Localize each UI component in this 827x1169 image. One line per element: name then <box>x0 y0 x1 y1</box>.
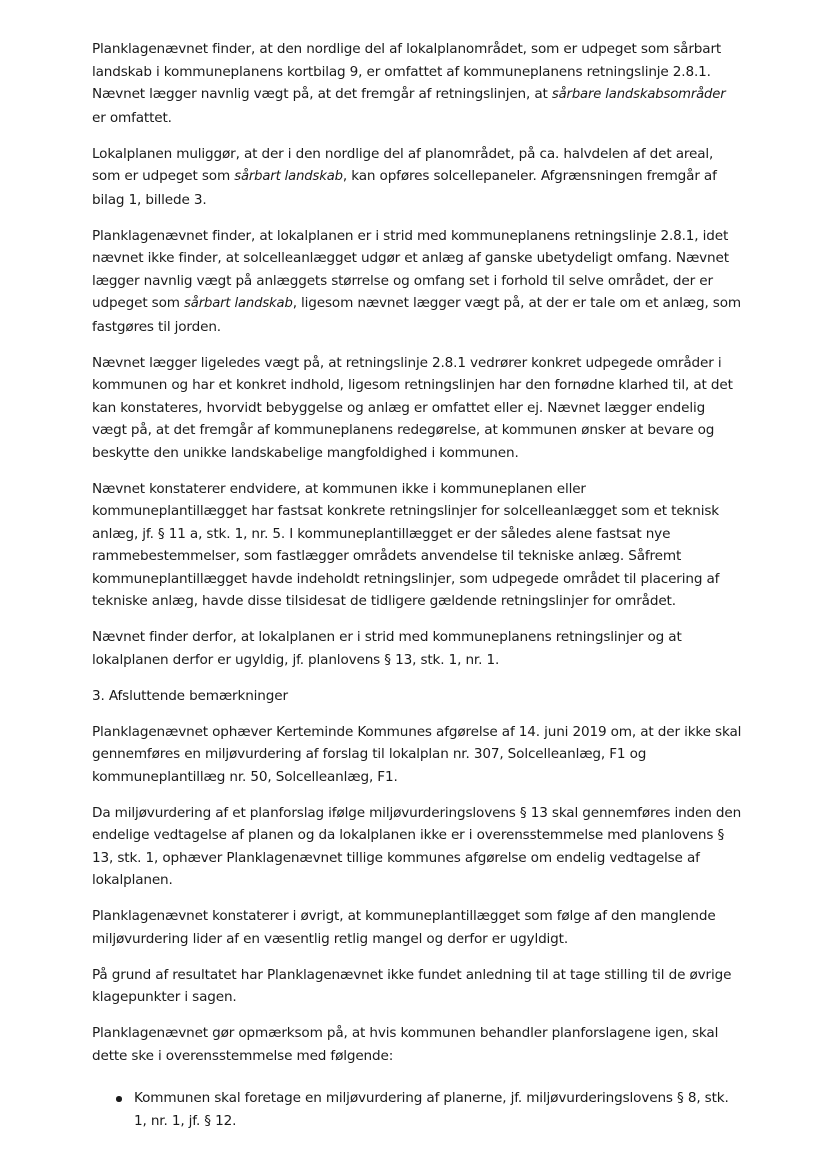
section-heading <box>92 685 742 708</box>
paragraph-text: Planklagenævnet ophæver Kerteminde Kommunes afgørelse af 14. juni 2019 om, at der ikke skal gennemføres en miljøvurdering af forslag til lokalplan nr. 307, Solcelleanlæg, F1 og kommuneplantillæg nr. 50, Solcelleanlæg, F1. <box>92 723 742 785</box>
paragraph <box>92 905 742 950</box>
bullet-list <box>92 1087 742 1132</box>
paragraph-text: er omfattet. <box>92 109 172 126</box>
paragraph <box>92 964 742 1009</box>
paragraph <box>92 1022 742 1067</box>
paragraph-text: Planklagenævnet konstaterer i øvrigt, at kommuneplantillægget som følge af den manglende miljøvurdering lider af en væsentlig retlig mangel og derfor er ugyldigt. <box>92 908 716 947</box>
paragraph-text: Planklagenævnet finder, at den nordlige del af lokalplanområdet, som er udpeget som sårbart landskab i kommuneplanens kortbilag 9, er omfattet af kommuneplanens retningslinje 2.8.1. Nævnet lægger navnlig vægt på, at det fremgår af retningslinjen, at <box>92 41 722 102</box>
paragraph <box>92 626 742 671</box>
paragraph <box>92 721 742 789</box>
italic-term: sårbart landskab <box>184 296 293 311</box>
paragraph <box>92 143 742 212</box>
bullet-dot-icon <box>116 1096 122 1102</box>
paragraph-text: , ligesom nævnet lægger vægt på, at der er tale om et anlæg, som fastgøres til jorden. <box>92 295 741 335</box>
italic-term: sårbare landskabsområder <box>551 87 726 102</box>
paragraph-text: Planklagenævnet finder, at lokalplanen er i strid med kommuneplanens retningslinje 2.8.1, idet nævnet ikke finder, at solcelleanlægget udgør et anlæg af ganske ubetydeligt omfang. Nævnet lægger navnlig vægt på anlæggets størrelse og omfang set i forhold til selve området, der er udpeget som <box>92 227 729 311</box>
paragraph <box>92 352 742 465</box>
paragraph-text: , kan opføres solcellepaneler. Afgrænsningen fremgår af bilag 1, billede 3. <box>92 168 717 208</box>
paragraph-text: Lokalplanen muliggør, at der i den nordlige del af planområdet, på ca. halvdelen af det areal, som er udpeget som <box>92 145 714 184</box>
document-page <box>92 38 742 1132</box>
paragraph-text: Nævnet konstaterer endvidere, at kommunen ikke i kommuneplanen eller kommuneplantillægget har fastsat konkrete retningslinjer for solcelleanlægget som et teknisk anlæg, jf. § 11 a, stk. 1, nr. 5. I kommuneplantillægget er der således alene fastsat nye rammebestemmelser, som fastlægger områdets anvendelse til tekniske anlæg. Såfremt kommuneplantillægget havde indeholdt retningslinjer, som udpegede området til placering af tekniske anlæg, havde disse tilsidesat de tidligere gældende retningslinjer for området. <box>92 480 720 609</box>
paragraph <box>92 38 742 129</box>
list-item <box>134 1087 742 1132</box>
paragraph-text: Planklagenævnet gør opmærksom på, at hvis kommunen behandler planforslagene igen, skal dette ske i overensstemmelse med følgende: <box>92 1025 719 1064</box>
paragraph <box>92 478 742 613</box>
italic-term: sårbart landskab <box>234 169 343 184</box>
paragraph-text: Nævnet lægger ligeledes vægt på, at retningslinje 2.8.1 vedrører konkret udpegede områder i kommunen og har et konkret indhold, ligesom retningslinjen har den fornødne klarhed til, at det kan konstateres, hvorvidt bebyggelse og anlæg er omfattet eller ej. Nævnet lægger endelig vægt på, at det fremgår af kommuneplanens redegørelse, at kommunen ønsker at bevare og beskytte den unikke landskabelige mangfoldighed i kommunen. <box>92 354 733 461</box>
document-body <box>92 38 742 1067</box>
paragraph-text: Nævnet finder derfor, at lokalplanen er i strid med kommuneplanens retningslinjer og at lokalplanen derfor er ugyldig, jf. planlovens § 13, stk. 1, nr. 1. <box>92 629 682 668</box>
paragraph-text: 3. Afsluttende bemærkninger <box>92 687 288 704</box>
paragraph-text: På grund af resultatet har Planklagenævnet ikke fundet anledning til at tage stilling til de øvrige klagepunkter i sagen. <box>92 966 732 1005</box>
paragraph-text: Da miljøvurdering af et planforslag ifølge miljøvurderingslovens § 13 skal gennemføres inden den endelige vedtagelse af planen og da lokalplanen ikke er i overensstemmelse med planlovens § 13, stk. 1, ophæver Planklagenævnet tillige kommunes afgørelse om endelig vedtagelse af lokalplanen. <box>92 804 742 888</box>
paragraph <box>92 802 742 892</box>
list-item-text: Kommunen skal foretage en miljøvurdering af planerne, jf. miljøvurderingslovens § 8, stk. 1, nr. 1, jf. § 12. <box>134 1090 729 1129</box>
paragraph <box>92 225 742 339</box>
